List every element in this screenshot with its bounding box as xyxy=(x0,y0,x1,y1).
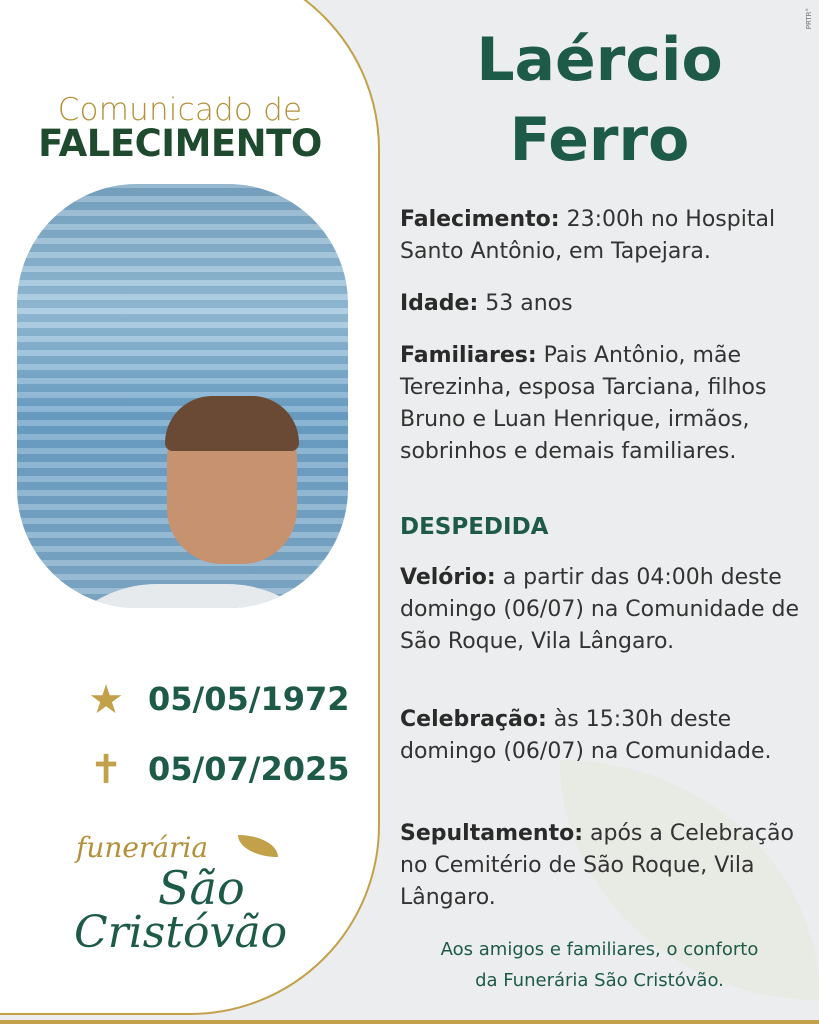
star-icon: ★ xyxy=(88,677,124,723)
celebracao-value: às 15:30h deste domingo (06/07) na Comunidade. xyxy=(400,707,772,764)
familiares-value: Pais Antônio, mãe Terezinha, esposa Tarciana, filhos Bruno e Luan Henrique, irmãos, sobrinhos e demais familiares. xyxy=(400,343,767,464)
condolence-footer xyxy=(380,934,819,996)
velorio-value: a partir das 04:00h deste domingo (06/07) na Comunidade de São Roque, Vila Lângaro. xyxy=(400,565,799,654)
celebracao-label: Celebração: xyxy=(400,707,547,732)
sepultamento-value: após a Celebração no Cemitério de São Roque, Vila Lângaro. xyxy=(400,821,794,910)
death-date: 05/07/2025 xyxy=(148,750,350,788)
portrait-photo xyxy=(17,184,348,608)
logo-cristovao: Cristóvão xyxy=(74,907,288,958)
celebracao-info xyxy=(400,704,810,768)
deceased-first-name: Laércio xyxy=(476,25,723,95)
familiares-info xyxy=(400,340,810,468)
watermark: PRTR° xyxy=(805,8,813,30)
falecimento-info xyxy=(400,204,810,268)
bottom-border xyxy=(0,1020,819,1024)
comunicado-heading: Comunicado de xyxy=(57,92,303,128)
velorio-label: Velório: xyxy=(400,565,496,590)
birth-date: 05/05/1972 xyxy=(148,680,350,718)
sepultamento-label: Sepultamento: xyxy=(400,821,584,846)
falecimento-heading: FALECIMENTO xyxy=(38,122,322,165)
idade-label: Idade: xyxy=(400,291,479,316)
funeral-home-logo xyxy=(70,825,310,960)
footer-line-2: da Funerária São Cristóvão. xyxy=(475,970,724,991)
despedida-heading: DESPEDIDA xyxy=(400,514,549,540)
idade-info xyxy=(400,288,810,320)
footer-line-1: Aos amigos e familiares, o conforto xyxy=(440,939,759,960)
velorio-info xyxy=(400,562,810,658)
logo-sao: São xyxy=(158,861,245,915)
sepultamento-info xyxy=(400,818,810,914)
falecimento-value: 23:00h no Hospital Santo Antônio, em Tapejara. xyxy=(400,207,776,264)
cross-icon: ✝ xyxy=(89,747,123,793)
portrait-hair xyxy=(165,396,299,451)
leaf-icon xyxy=(238,835,278,857)
logo-funeraria: funerária xyxy=(76,831,209,864)
familiares-label: Familiares: xyxy=(400,343,537,368)
idade-value: 53 anos xyxy=(478,291,573,316)
deceased-last-name: Ferro xyxy=(509,105,690,175)
falecimento-label: Falecimento: xyxy=(400,207,560,232)
